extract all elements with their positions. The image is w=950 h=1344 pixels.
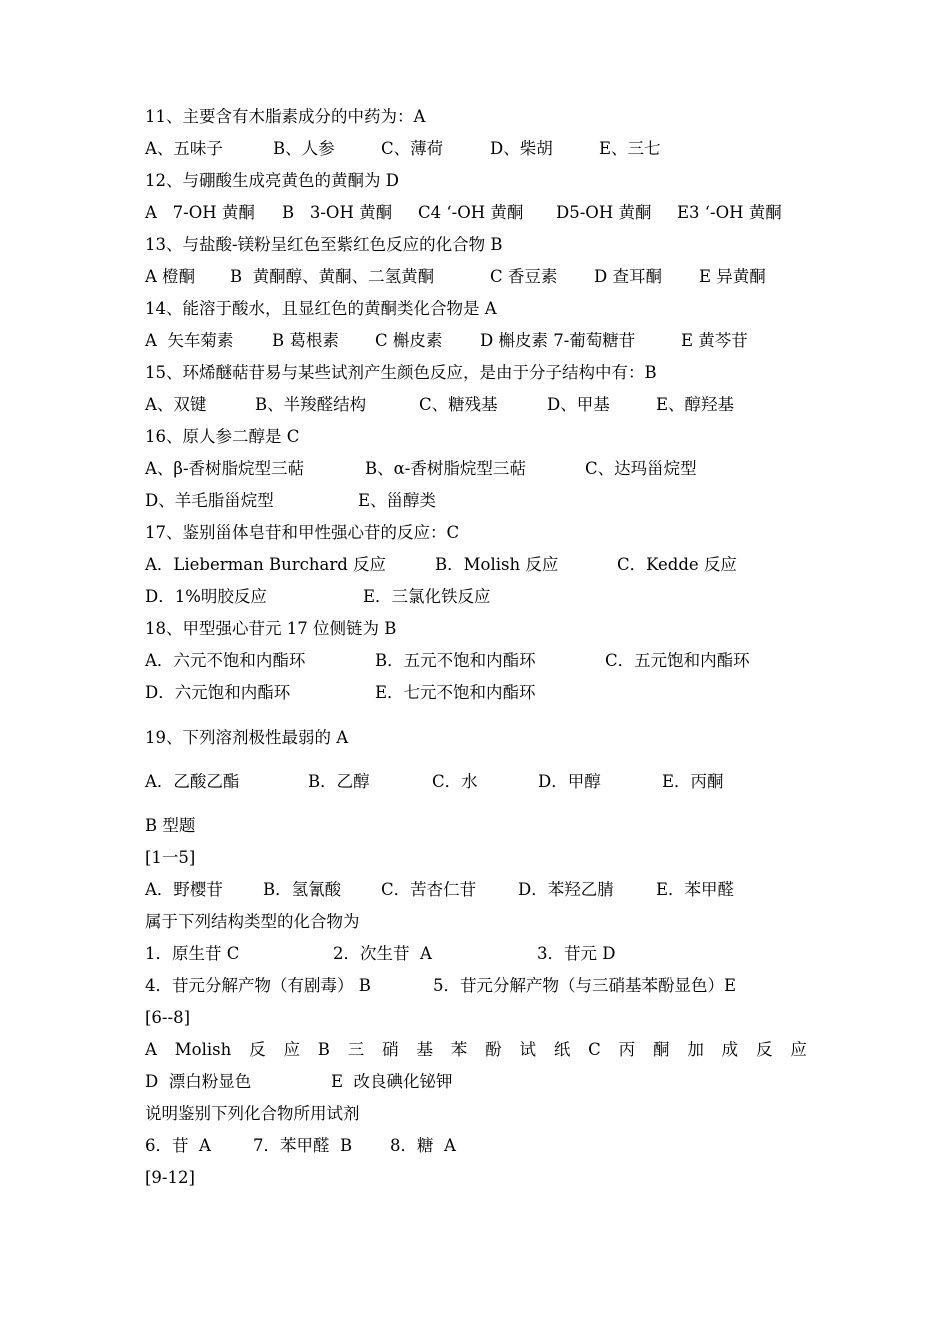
option: E．七元不饱和内酯环 [375,683,536,702]
option-token: 成 [721,1040,739,1059]
question-14-stem: 14、能溶于酸水，且显红色的黄酮类化合物是 A [145,299,497,318]
option: B、人参 [273,139,335,158]
option: B 葛根素 [272,331,339,350]
option-token: B [317,1040,330,1059]
group-range: [6--8] [145,1008,191,1027]
option: E 改良碘化铋钾 [331,1072,453,1091]
option-token: C [588,1040,601,1059]
option-token: 苯 [450,1040,468,1059]
option: D、羊毛脂甾烷型 [145,491,274,510]
group-instruction: 属于下列结构类型的化合物为 [145,912,360,931]
option: B、α-香树脂烷型三萜 [365,459,526,478]
option-token: 酚 [485,1040,502,1059]
option: D．苯羟乙腈 [518,880,614,899]
option: E．三氯化铁反应 [363,587,491,606]
question-11-stem: 11、主要含有木脂素成分的中药为：A [145,107,426,126]
option: C 槲皮素 [375,331,443,350]
option: D 漂白粉显色 [145,1072,252,1091]
option: A、五味子 [145,139,223,158]
option: E 黄芩苷 [681,331,748,350]
option: D、柴胡 [490,139,553,158]
question-16-stem: 16、原人参二醇是 C [145,427,300,446]
item: 4．苷元分解产物（有剧毒） B [145,976,371,995]
option: B．氢氰酸 [263,880,342,899]
option: B 3-OH 黄酮 [282,203,393,222]
option: C．五元饱和内酯环 [605,651,750,670]
group-range: [9-12] [145,1168,195,1187]
option: A．六元不饱和内酯环 [145,651,306,670]
option: E、醇羟基 [656,395,735,414]
item: 8．糖 A [390,1136,456,1155]
option: E、甾醇类 [358,491,437,510]
question-13-stem: 13、与盐酸-镁粉呈红色至紫红色反应的化合物 B [145,235,503,254]
option: B 黄酮醇、黄酮、二氢黄酮 [230,267,435,286]
option: D 查耳酮 [594,267,662,286]
option: A 矢车菊素 [145,331,234,350]
option: A 7-OH 黄酮 [145,203,255,222]
option-token: 试 [519,1040,536,1059]
item: 6．苷 A [145,1136,211,1155]
option: E．丙酮 [662,772,724,791]
option-token: 反 [756,1040,773,1059]
group-range: [1一5] [145,848,196,867]
option-token: 加 [687,1040,704,1059]
option-token: 纸 [553,1040,571,1059]
option: B．Molish 反应 [435,555,559,574]
option: D、甲基 [547,395,610,414]
item: 5．苷元分解产物（与三硝基苯酚显色）E [433,976,737,995]
item: 7．苯甲醛 B [253,1136,353,1155]
item: 3．苷元 D [537,944,616,963]
option: B．五元不饱和内酯环 [375,651,536,670]
option-token: 应 [790,1040,807,1059]
question-15-stem: 15、环烯醚萜苷易与某些试剂产生颜色反应，是由于分子结构中有：B [145,363,657,382]
option-token: 三 [347,1040,365,1059]
option: A 橙酮 [145,267,196,286]
option-token: 酮 [652,1040,670,1059]
question-19-stem: 19、下列溶剂极性最弱的 A [145,728,349,747]
option: B．乙醇 [308,772,370,791]
option: C．Kedde 反应 [617,555,737,574]
option: C、达玛甾烷型 [585,459,697,478]
option: D 槲皮素 7-葡萄糖苷 [480,331,636,350]
option: A．乙酸乙酯 [145,772,240,791]
option: B、半羧醛结构 [255,395,367,414]
option-token: 基 [416,1040,433,1059]
question-18-stem: 18、甲型强心苷元 17 位侧链为 B [145,619,397,638]
option: E、三七 [599,139,661,158]
item: 2．次生苷 A [333,944,432,963]
option-token: A [145,1040,157,1059]
option: C．水 [432,772,478,791]
option: A、β-香树脂烷型三萜 [145,459,305,478]
group-instruction: 说明鉴别下列化合物所用试剂 [145,1104,360,1123]
group-2-options-row-1 [145,1039,807,1061]
item: 1．原生苷 C [145,944,240,963]
option: D．1%明胶反应 [145,587,267,606]
option: E．苯甲醛 [656,880,735,899]
option: A．Lieberman Burchard 反应 [145,555,387,574]
section-heading: B 型题 [145,816,196,835]
option: C、糖残基 [419,395,498,414]
option: A、双键 [145,395,207,414]
option: D5-OH 黄酮 [556,203,652,222]
option: D．六元饱和内酯环 [145,683,291,702]
option-token: Molish [174,1040,232,1059]
option: A．野樱苷 [145,880,223,899]
option-token: 反 [249,1040,266,1059]
option-token: 应 [283,1040,300,1059]
option-token: 丙 [618,1040,636,1059]
option: E 异黄酮 [699,267,766,286]
option-token: 硝 [382,1040,399,1059]
question-17-stem: 17、鉴别甾体皂苷和甲性强心苷的反应：C [145,523,460,542]
option: E3 ‘-OH 黄酮 [677,203,782,222]
option: D．甲醇 [538,772,601,791]
option: C4 ‘-OH 黄酮 [418,203,524,222]
option: C 香豆素 [490,267,558,286]
option: C、薄荷 [381,139,444,158]
option: C．苦杏仁苷 [381,880,477,899]
question-12-stem: 12、与硼酸生成亮黄色的黄酮为 D [145,171,399,190]
